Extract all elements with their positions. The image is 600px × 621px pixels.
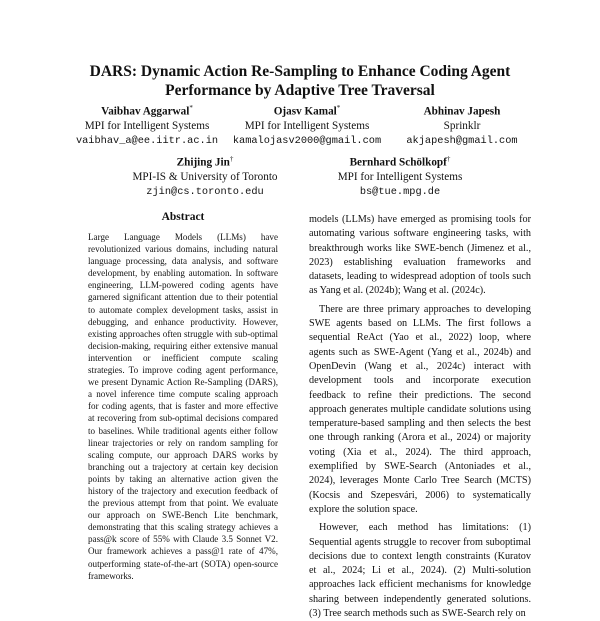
body-column	[309, 213, 531, 621]
abstract-heading: Abstract	[161, 211, 205, 223]
author-affiliation: MPI for Intelligent Systems	[244, 120, 370, 133]
body-paragraph: models (LLMs) have emerged as promising tools for automating various software engineering tasks, with breakthrough works like SWE-bench (Jimenez et al., 2023) establishing evaluation frameworks and datasets, leading to widespread adoption of tools such as Yang et al. (2024b); Wang et al. (2024c).	[309, 214, 531, 297]
author-affiliation: Sprinklr	[443, 120, 481, 133]
author-affiliation: MPI for Intelligent Systems	[337, 171, 463, 184]
author-affiliation: MPI for Intelligent Systems	[84, 120, 210, 133]
author-email: vaibhav_a@ee.iitr.ac.in	[75, 134, 219, 147]
paper-title: DARS: Dynamic Action Re-Sampling to Enhance Coding Agent Performance by Adaptive Tree Traversal	[89, 63, 511, 99]
body-paragraph: There are three primary approaches to developing SWE agents based on LLMs. The first follows a sequential ReAct (Yao et al., 2022) loop, where agents such as SWE-Agent (Yang et al., 2024b) and OpenDevin (Wang et al., 2024c) interact with development tools and incorporate execution feedback to refine their predictions. The second approach generates multiple candidate solutions using temperature-based sampling and then selects the best one through ranking (Arora et al., 2024) or majority voting (Xia et al., 2024). The third approach, exemplified by SWE-Search (Antoniades et al., 2024), leverages Monte Carlo Tree Search (MCTS) (Kocsis and Szepesvári, 2006) to systematically explore the solution space.	[309, 303, 531, 515]
author-email: akjapesh@gmail.com	[406, 134, 518, 147]
author-name: Zhijing Jin	[176, 156, 230, 169]
author-block: Zhijing Jin† MPI-IS & University of Toronto zjin@cs.toronto.edu	[110, 152, 300, 199]
author-block	[392, 101, 532, 148]
author-name: Vaibhav Aggarwal	[101, 105, 190, 118]
author-block: Bernhard Schölkopf† MPI for Intelligent Systems bs@tue.mpg.de	[305, 152, 495, 199]
author-name: Bernhard Schölkopf	[349, 156, 447, 169]
author-email: bs@tue.mpg.de	[359, 185, 441, 198]
body-paragraph: However, each method has limitations: (1) Sequential agents struggle to recover from suboptimal decisions due to context length constraints (Kuratov et al., 2024; Li et al., 2024). (2) Multi-solution approaches lack efficient mechanisms for knowledge sharing between independently generated solutions. (3) Tree search methods such as SWE-Search rely on	[309, 522, 531, 620]
author-email: kamalojasv2000@gmail.com	[232, 134, 382, 147]
author-name: Ojasv Kamal	[273, 105, 337, 118]
author-email: zjin@cs.toronto.edu	[146, 185, 264, 198]
author-name: Abhinav Japesh	[423, 105, 501, 118]
abstract-text: Large Language Models (LLMs) have revolutionized various domains, including natural language processing, data analysis, and software development, by enabling automation. In software engineering, LLM-powered coding agents have garnered significant attention due to their potential to automate complex development tasks, assist in debugging, and enhance productivity. However, existing approaches often struggle with sub-optimal decision-making, requiring either extensive manual intervention or inefficient compute scaling strategies. To improve coding agent performance, we present Dynamic Action Re-Sampling (DARS), a novel inference time compute scaling approach for coding agents, that is faster and more effective at recovering from sub-optimal decisions compared to baselines. While traditional agents either follow linear trajectories or rely on random sampling for scaling compute, our approach DARS works by branching out a trajectory at certain key decision points by taking an alternative action given the history of the trajectory and execution feedback of the previous attempt from that point. We evaluate our approach on SWE-Bench Lite benchmark, demonstrating that this scaling strategy achieves a pass@k score of 55% with Claude 3.5 Sonnet V2. Our framework achieves a pass@1 rate of 47%, outperforming state-of-the-art (SOTA) open-source frameworks.	[88, 232, 278, 581]
author-block: Ojasv Kamal* MPI for Intelligent Systems kamalojasv2000@gmail.com	[222, 101, 392, 148]
author-block: Vaibhav Aggarwal* MPI for Intelligent Systems vaibhav_a@ee.iitr.ac.in	[72, 101, 222, 148]
author-affiliation: MPI-IS & University of Toronto	[132, 171, 278, 184]
